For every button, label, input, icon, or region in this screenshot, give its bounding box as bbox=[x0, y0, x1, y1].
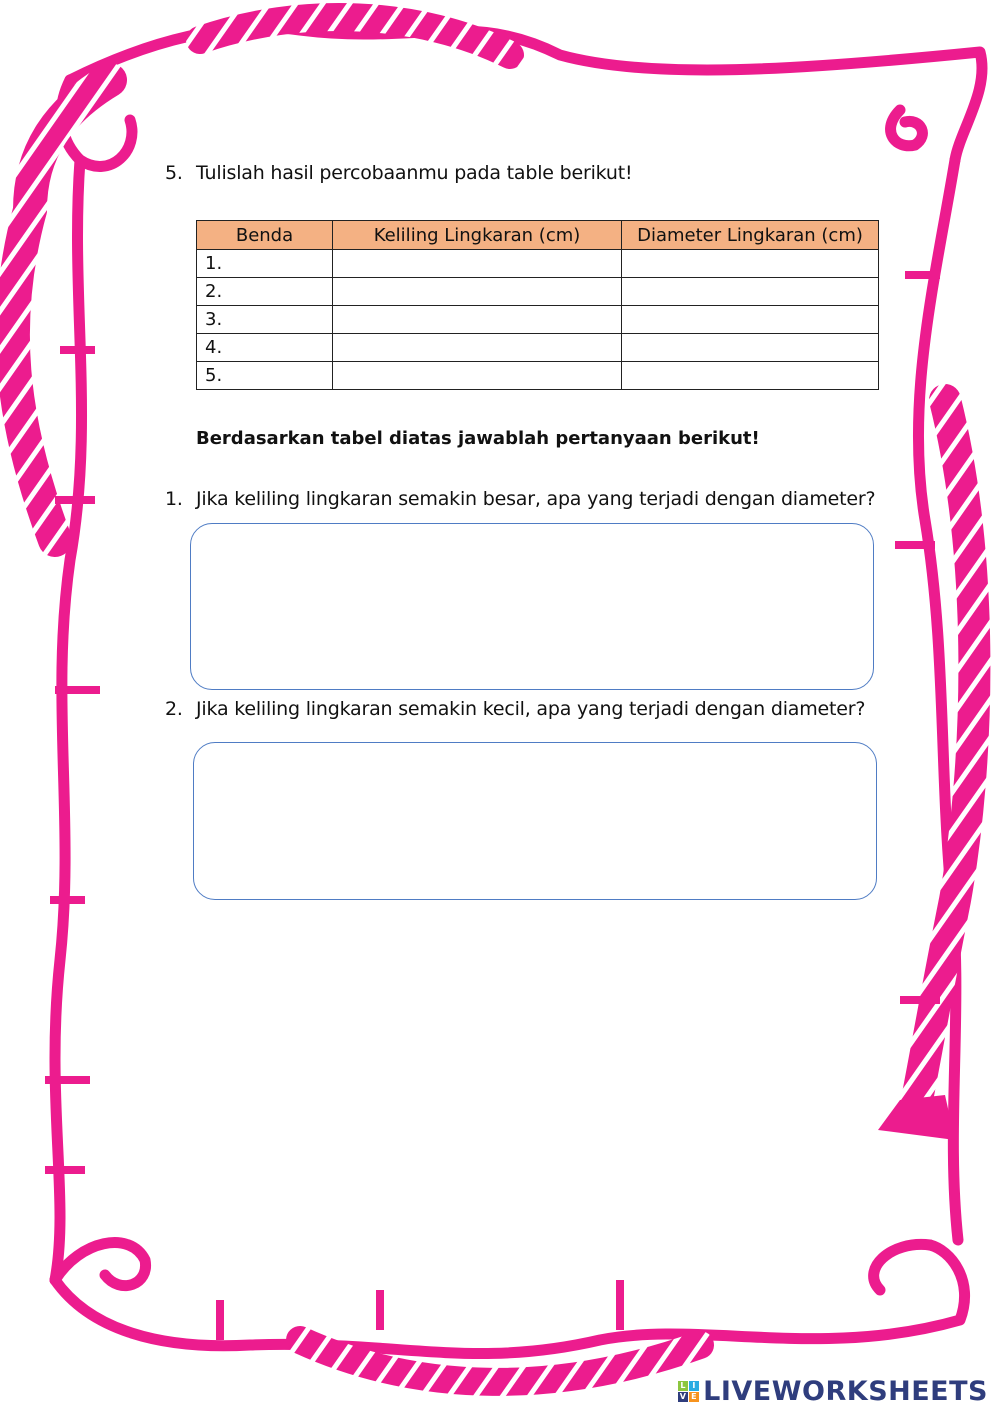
cell-keliling-input[interactable] bbox=[333, 250, 622, 278]
table-header-row bbox=[197, 221, 879, 250]
answer-box-2[interactable] bbox=[193, 742, 877, 900]
cell-benda: 2. bbox=[197, 278, 333, 306]
cell-benda: 5. bbox=[197, 362, 333, 390]
cell-keliling-input[interactable] bbox=[333, 306, 622, 334]
question-5-number: 5. bbox=[165, 162, 183, 184]
cell-keliling-input[interactable] bbox=[333, 278, 622, 306]
results-table bbox=[196, 220, 879, 390]
left-scroll-edge bbox=[55, 160, 82, 1280]
cell-keliling-input[interactable] bbox=[333, 334, 622, 362]
header-keliling: Keliling Lingkaran (cm) bbox=[333, 221, 622, 250]
table-row bbox=[197, 278, 879, 306]
rope-tassel bbox=[878, 1095, 955, 1140]
table-row bbox=[197, 334, 879, 362]
watermark-text: LIVEWORKSHEETS bbox=[703, 1376, 988, 1407]
question-2-text: Jika keliling lingkaran semakin kecil, apa yang terjadi dengan diameter? bbox=[196, 698, 866, 720]
liveworksheets-watermark bbox=[678, 1376, 988, 1407]
cell-diameter-input[interactable] bbox=[622, 362, 879, 390]
cell-benda: 4. bbox=[197, 334, 333, 362]
cell-benda: 3. bbox=[197, 306, 333, 334]
answer-box-1[interactable] bbox=[190, 523, 874, 690]
cell-diameter-input[interactable] bbox=[622, 250, 879, 278]
instruction-heading: Berdasarkan tabel diatas jawablah pertanyaan berikut! bbox=[196, 428, 760, 449]
question-5-text: Tulislah hasil percobaanmu pada table berikut! bbox=[196, 162, 633, 184]
header-benda: Benda bbox=[197, 221, 333, 250]
table-row bbox=[197, 362, 879, 390]
question-1-text: Jika keliling lingkaran semakin besar, apa yang terjadi dengan diameter? bbox=[196, 488, 876, 510]
cell-diameter-input[interactable] bbox=[622, 334, 879, 362]
table-row bbox=[197, 250, 879, 278]
cell-benda: 1. bbox=[197, 250, 333, 278]
question-1 bbox=[165, 488, 875, 510]
left-rope bbox=[13, 210, 55, 540]
header-diameter: Diameter Lingkaran (cm) bbox=[622, 221, 879, 250]
cell-diameter-input[interactable] bbox=[622, 306, 879, 334]
question-2-number: 2. bbox=[165, 698, 183, 720]
cell-keliling-input[interactable] bbox=[333, 362, 622, 390]
question-5 bbox=[165, 162, 632, 184]
table-row bbox=[197, 306, 879, 334]
question-2 bbox=[165, 698, 865, 720]
bottom-scroll-edge bbox=[55, 1245, 965, 1354]
question-1-number: 1. bbox=[165, 488, 183, 510]
liveworksheets-logo-icon: L I V E bbox=[678, 1381, 699, 1402]
cell-diameter-input[interactable] bbox=[622, 278, 879, 306]
